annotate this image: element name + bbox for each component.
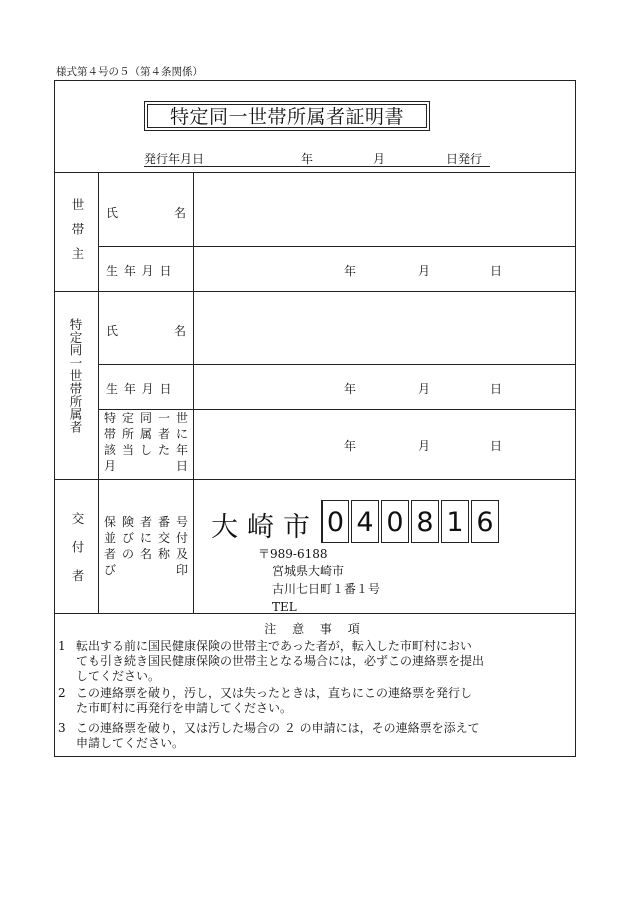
insurer-digit: 4 [351, 500, 379, 543]
issue-year: 年 [301, 152, 314, 166]
dob-day: 日 [490, 264, 503, 278]
dob-month: 月 [418, 382, 431, 396]
divider [54, 613, 576, 614]
address-line-2: 古川七日町１番１号 [272, 582, 381, 596]
eligibility-year: 年 [344, 439, 357, 453]
insurer-digit: 0 [321, 500, 349, 543]
issuer-label: 保険者番号 並びに交付 者の名称及 び 印 [104, 515, 188, 577]
address-line-1: 宮城県大崎市 [272, 564, 345, 578]
name-label: 名 [174, 324, 187, 338]
insurer-number [321, 500, 501, 545]
column-divider [98, 172, 99, 613]
issue-day: 日発行 [446, 152, 483, 166]
dob-label: 生 年 月 日 [106, 382, 173, 396]
column-divider [193, 479, 194, 613]
divider [98, 246, 576, 247]
insurer-digit: 8 [411, 500, 439, 543]
note-item: 3 この連絡票を破り，又は汚した場合の ２ の申請には，その連絡票を添えて 申請してください。 [58, 721, 480, 750]
section-householder: 世帯主 [70, 198, 85, 272]
name-label: 名 [174, 206, 187, 220]
issuer-city: 大崎市 [211, 512, 319, 543]
name-label: 氏 [106, 206, 119, 220]
section-member: 特定同一世帯所属者 [68, 318, 83, 434]
dob-label: 生 年 月 日 [106, 264, 173, 278]
eligibility-day: 日 [490, 439, 503, 453]
dob-year: 年 [344, 382, 357, 396]
postal-code: 〒989-6188 [258, 547, 328, 561]
divider [98, 364, 576, 365]
dob-year: 年 [344, 264, 357, 278]
insurer-digit: 0 [381, 500, 409, 543]
insurer-digit: 6 [471, 500, 499, 543]
divider [54, 479, 576, 480]
title-box [144, 101, 430, 131]
notes-title: 注 意 事 項 [264, 622, 366, 636]
note-item: 2 この連絡票を破り，汚し，又は失ったときは，直ちにこの連絡票を発行し た市町村に再発行を申請してください。 [58, 686, 473, 715]
note-item: 1 転出する前に国民健康保険の世帯主であった者が，転入した市町村におい ても引き続き国民健康保険の世帯主となる場合には，必ずこの連絡票を提出 してください。 [58, 639, 485, 683]
page-title: 特定同一世帯所属者証明書 [147, 104, 427, 128]
eligibility-month: 月 [418, 439, 431, 453]
column-divider [193, 172, 194, 479]
form-reference: 様式第４号の５（第４条関係） [56, 66, 203, 78]
issue-underline [144, 166, 490, 167]
dob-day: 日 [490, 382, 503, 396]
divider [54, 172, 576, 173]
dob-month: 月 [418, 264, 431, 278]
divider [54, 291, 576, 292]
tel-label: TEL [272, 600, 297, 614]
eligibility-date-label: 特定同一世 帯所属者に 該当した年 月 日 [104, 411, 188, 473]
issue-date-label: 発行年月日 [144, 152, 205, 166]
insurer-digit: 1 [441, 500, 469, 543]
name-label: 氏 [106, 324, 119, 338]
issue-month: 月 [373, 152, 386, 166]
section-issuer: 交付者 [70, 512, 85, 598]
